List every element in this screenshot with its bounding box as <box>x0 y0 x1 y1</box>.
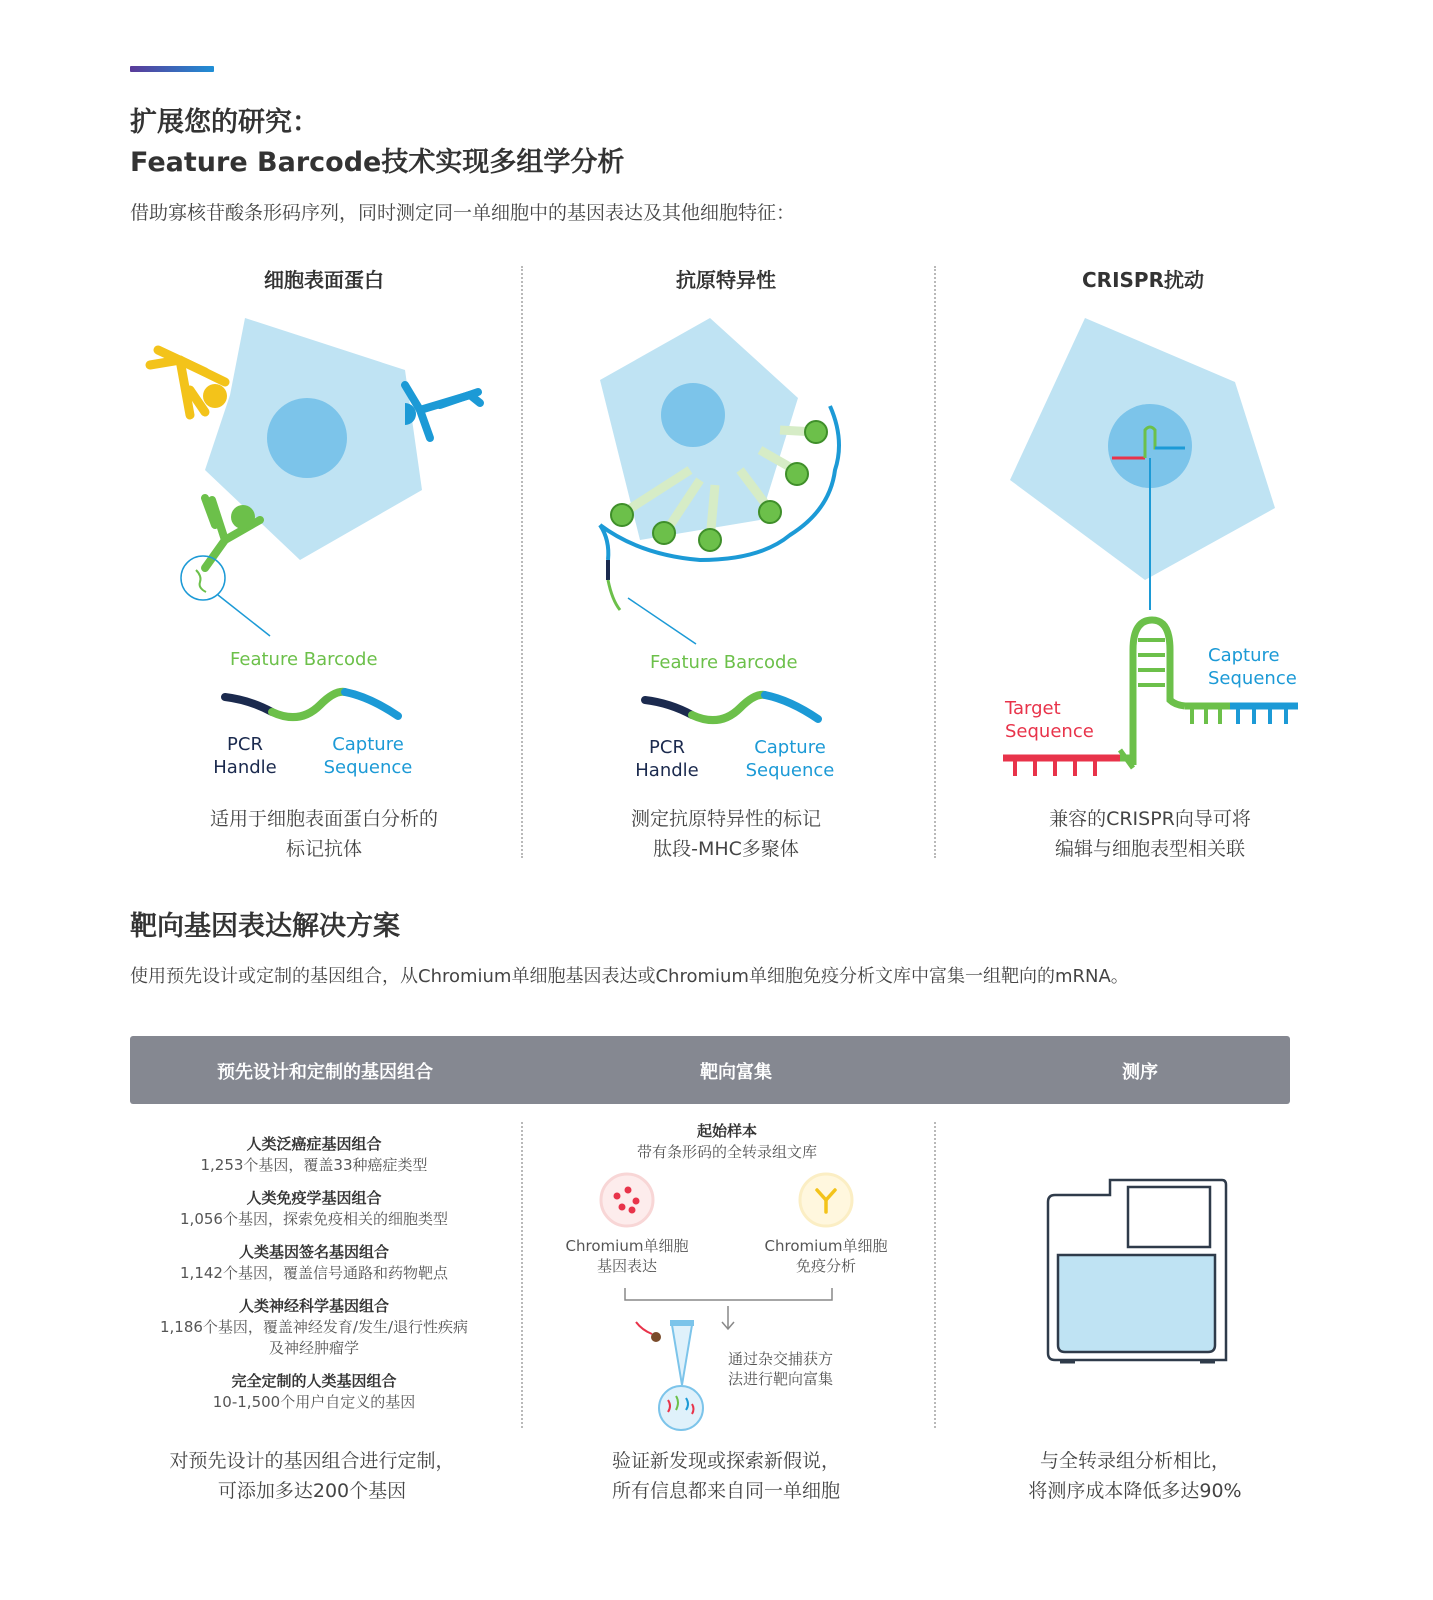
column-caption: 适用于细胞表面蛋白分析的 标记抗体 <box>209 808 438 860</box>
column-caption: 测定抗原特异性的标记 肽段-MHC多聚体 <box>630 808 821 860</box>
column-title-surface-protein: 细胞表面蛋白 <box>264 268 384 292</box>
list-item: 人类神经科学基因组合 1,186个基因，覆盖神经发育/发生/退行性疾病 及神经肿瘤学 <box>159 1297 469 1357</box>
section-title-targeted: 靶向基因表达解决方案 <box>130 911 400 942</box>
column-title-antigen: 抗原特异性 <box>676 268 776 292</box>
band-label-panels: 预先设计和定制的基因组合 <box>217 1062 433 1083</box>
page-subtitle: 借助寡核苷酸条形码序列，同时测定同一单细胞中的基因表达及其他细胞特征： <box>130 202 796 224</box>
band-label-enrichment: 靶向富集 <box>700 1062 772 1083</box>
lib-gene-expression-label: Chromium单细胞 基因表达 <box>565 1237 689 1275</box>
lib-immune-profiling-label: Chromium单细胞 免疫分析 <box>764 1237 888 1275</box>
pcr-handle-label: PCR Handle <box>213 734 277 778</box>
page-title-line1: 扩展您的研究： <box>130 107 319 138</box>
list-item: 人类基因签名基因组合 1,142个基因，覆盖信号通路和药物靶点 <box>180 1243 448 1282</box>
feature-barcode-label: Feature Barcode <box>230 649 378 670</box>
capture-sequence-label: Capture Sequence <box>1208 645 1297 689</box>
capture-sequence-label: Capture Sequence <box>745 737 835 781</box>
start-sample-desc: 带有条形码的全转录组文库 <box>636 1143 817 1161</box>
band-label-sequencing: 测序 <box>1122 1062 1158 1083</box>
hybrid-capture-label: 通过杂交捕获方 法进行靶向富集 <box>728 1350 834 1388</box>
list-item: 人类泛癌症基因组合 1,253个基因，覆盖33种癌症类型 <box>200 1135 428 1174</box>
section-subtitle-targeted: 使用预先设计或定制的基因组合，从Chromium单细胞基因表达或Chromium单细胞免疫分析文库中富集一组靶向的mRNA。 <box>130 966 1129 987</box>
start-sample-title: 起始样本 <box>696 1122 757 1140</box>
capture-sequence-label: Capture Sequence <box>323 734 413 778</box>
pcr-handle-label: PCR Handle <box>635 737 699 781</box>
page-title-line2: Feature Barcode技术实现多组学分析 <box>130 147 625 178</box>
column-caption: 兼容的CRISPR向导可将 编辑与细胞表型相关联 <box>1049 808 1251 860</box>
list-item: 完全定制的人类基因组合 10-1,500个用户自定义的基因 <box>212 1372 416 1411</box>
list-item: 人类免疫学基因组合 1,056个基因，探索免疫相关的细胞类型 <box>180 1189 448 1228</box>
bottom-caption-panels: 对预先设计的基因组合进行定制， 可添加多达200个基因 <box>169 1450 455 1502</box>
target-sequence-label: Target Sequence <box>1005 698 1094 742</box>
bottom-caption-sequencing: 与全转录组分析相比， 将测序成本降低多达90% <box>1028 1450 1242 1502</box>
bottom-caption-enrichment: 验证新发现或探索新假说， 所有信息都来自同一单细胞 <box>611 1450 840 1502</box>
column-title-crispr: CRISPR扰动 <box>1082 268 1204 292</box>
feature-barcode-label: Feature Barcode <box>650 652 798 673</box>
